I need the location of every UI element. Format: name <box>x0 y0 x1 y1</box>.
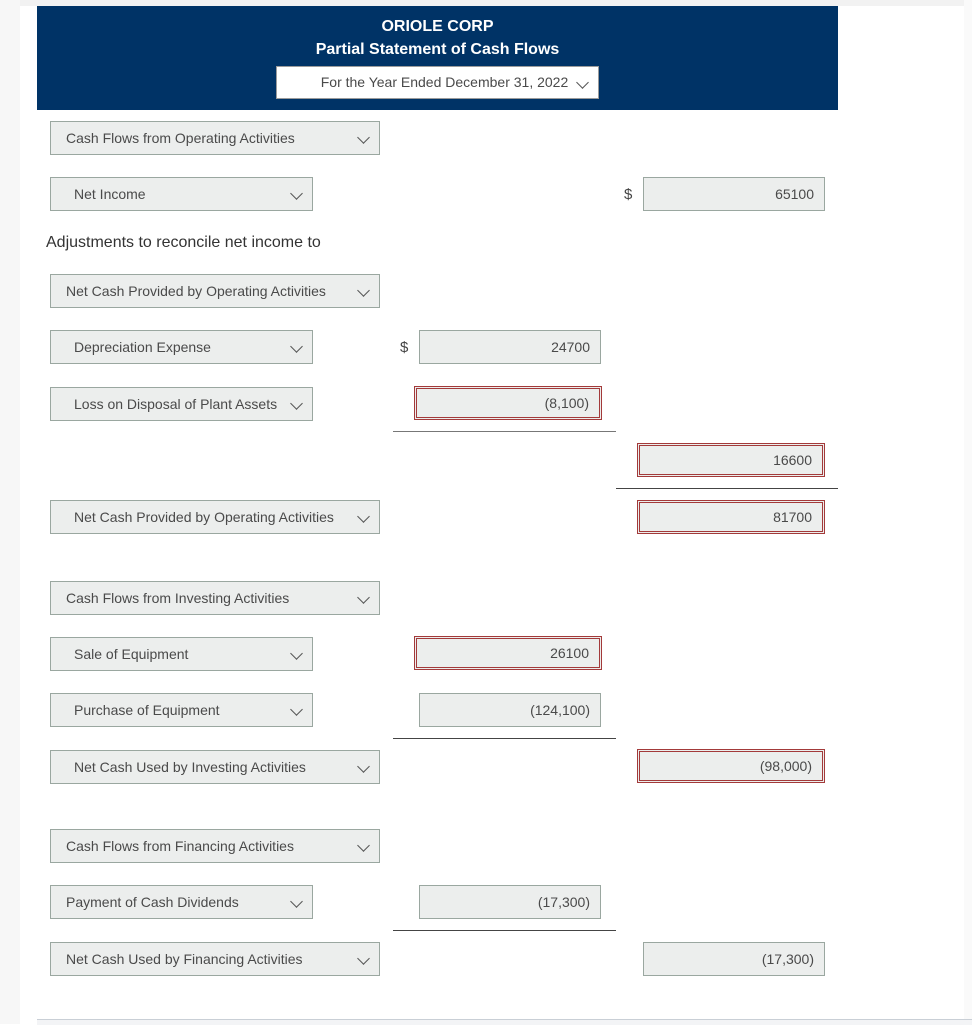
period-label: For the Year Ended December 31, 2022 <box>320 74 569 90</box>
subtotal-rule <box>393 431 616 432</box>
loss-disposal-dropdown[interactable] <box>50 387 313 421</box>
net-investing-label: Net Cash Used by Investing Activities <box>74 759 306 775</box>
dividends-label: Payment of Cash Dividends <box>66 894 239 910</box>
chevron-down-icon <box>290 703 303 716</box>
net-operating-label: Net Cash Provided by Operating Activities <box>74 509 334 525</box>
chevron-down-icon <box>357 839 370 852</box>
financing-subtotal-rule <box>393 930 616 931</box>
loss-disposal-label: Loss on Disposal of Plant Assets <box>74 396 278 412</box>
adjustments-label: Net Cash Provided by Operating Activities <box>66 283 326 299</box>
chevron-down-icon <box>357 284 370 297</box>
statement-header <box>37 6 838 110</box>
adjustments-dropdown[interactable] <box>50 274 380 308</box>
net-financing-label: Net Cash Used by Financing Activities <box>66 951 303 967</box>
net-financing-input[interactable]: (17,300) <box>643 942 825 976</box>
total-adjustments-input[interactable]: 16600 <box>637 443 825 477</box>
net-income-currency: $ <box>624 186 633 203</box>
net-financing-dropdown[interactable] <box>50 942 380 976</box>
net-income-input[interactable]: 65100 <box>643 177 825 211</box>
chevron-down-icon <box>290 187 303 200</box>
investing-subtotal-rule <box>393 738 616 739</box>
chevron-down-icon <box>357 510 370 523</box>
depreciation-currency: $ <box>400 339 409 356</box>
chevron-down-icon <box>357 952 370 965</box>
operating-heading-label: Cash Flows from Operating Activities <box>66 130 295 146</box>
investing-heading-label: Cash Flows from Investing Activities <box>66 590 290 606</box>
purchase-equipment-label: Purchase of Equipment <box>74 702 220 718</box>
chevron-down-icon <box>290 340 303 353</box>
sale-equipment-label: Sale of Equipment <box>74 646 189 662</box>
net-income-label: Net Income <box>74 186 146 202</box>
loss-disposal-input[interactable]: (8,100) <box>414 386 602 420</box>
chevron-down-icon <box>357 131 370 144</box>
net-operating-input[interactable]: 81700 <box>637 500 825 534</box>
chevron-down-icon <box>290 895 303 908</box>
sale-equipment-dropdown[interactable] <box>50 637 313 671</box>
net-income-dropdown[interactable] <box>50 177 313 211</box>
period-dropdown[interactable] <box>276 66 599 99</box>
chevron-down-icon <box>357 591 370 604</box>
net-operating-dropdown[interactable] <box>50 500 380 534</box>
operating-heading-dropdown[interactable] <box>50 121 380 155</box>
financing-heading-label: Cash Flows from Financing Activities <box>66 838 294 854</box>
left-gutter <box>0 0 20 1024</box>
statement-title: Partial Statement of Cash Flows <box>315 41 560 58</box>
chevron-down-icon <box>290 397 303 410</box>
total-rule <box>616 488 838 489</box>
depreciation-input[interactable]: 24700 <box>419 330 601 364</box>
company-name: ORIOLE CORP <box>381 18 494 35</box>
chevron-down-icon <box>357 760 370 773</box>
sale-equipment-input[interactable]: 26100 <box>414 636 602 670</box>
financing-heading-dropdown[interactable] <box>50 829 380 863</box>
purchase-equipment-dropdown[interactable] <box>50 693 313 727</box>
adjustments-text: Adjustments to reconcile net income to <box>46 234 321 251</box>
bottom-frame <box>37 1019 972 1025</box>
right-gutter <box>964 0 972 1024</box>
purchase-equipment-input[interactable]: (124,100) <box>419 693 601 727</box>
depreciation-dropdown[interactable] <box>50 330 313 364</box>
net-investing-dropdown[interactable] <box>50 750 380 784</box>
investing-heading-dropdown[interactable] <box>50 581 380 615</box>
dividends-input[interactable]: (17,300) <box>419 885 601 919</box>
dividends-dropdown[interactable] <box>50 885 313 919</box>
net-investing-input[interactable]: (98,000) <box>637 749 825 783</box>
chevron-down-icon <box>576 76 589 89</box>
depreciation-label: Depreciation Expense <box>74 339 211 355</box>
chevron-down-icon <box>290 647 303 660</box>
